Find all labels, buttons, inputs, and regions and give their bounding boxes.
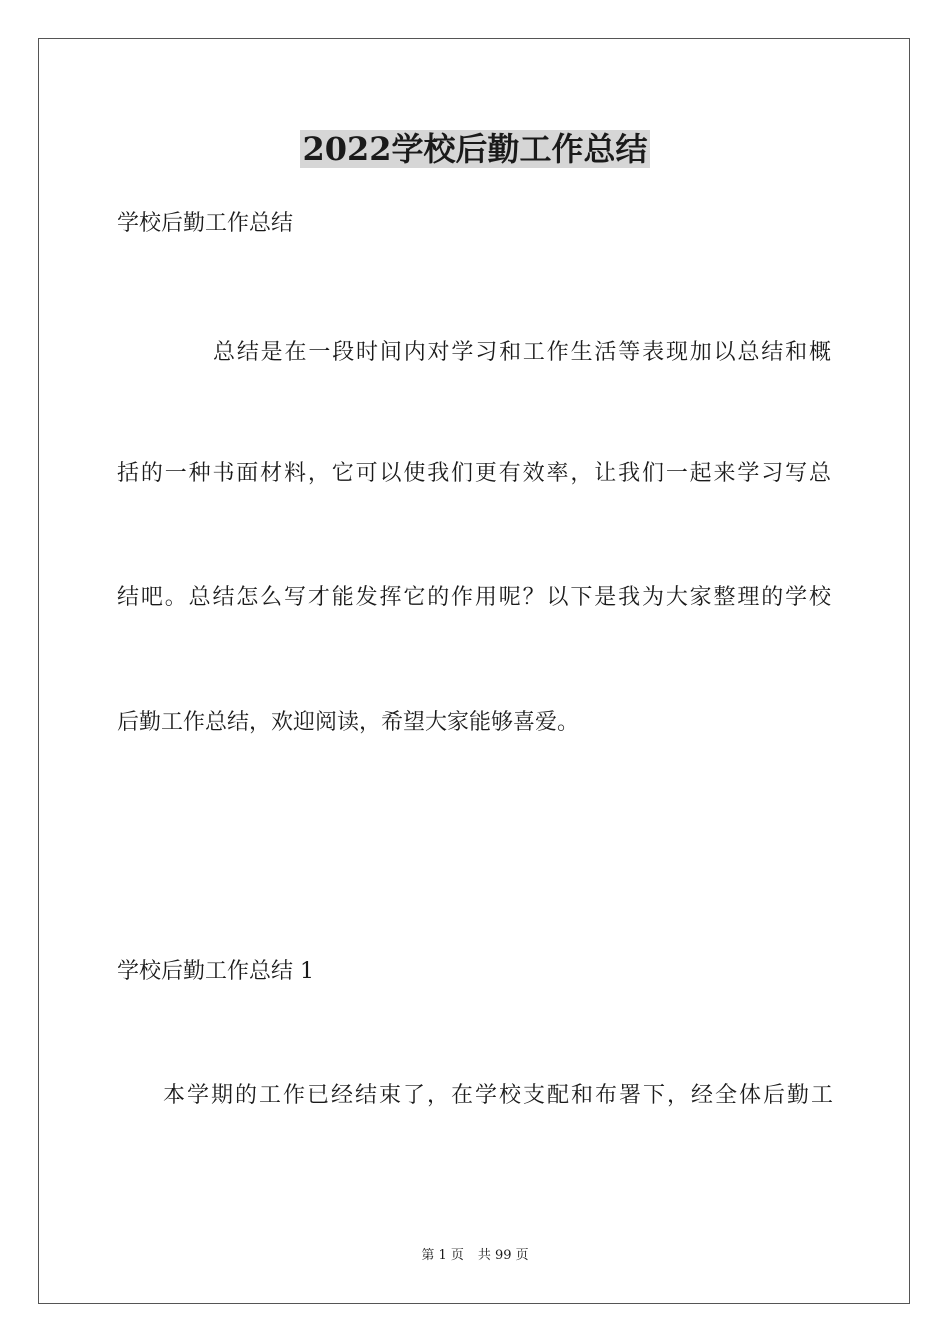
- section-heading: 学校后勤工作总结 1: [117, 959, 314, 984]
- intro-line-1: 总结是在一段时间内对学习和工作生活等表现加以总结和概: [213, 340, 831, 365]
- intro-line-3: 结吧。总结怎么写才能发挥它的作用呢？以下是我为大家整理的学校: [117, 585, 831, 610]
- document-title: [0, 127, 950, 171]
- page-total: 共 99 页: [477, 1248, 529, 1263]
- page-footer: [0, 1247, 950, 1265]
- intro-line-4: 后勤工作总结，欢迎阅读，希望大家能够喜爱。: [117, 710, 580, 735]
- intro-line-2: 括的一种书面材料，它可以使我们更有效率，让我们一起来学习写总: [117, 461, 831, 486]
- document-subtitle: 学校后勤工作总结: [117, 211, 294, 236]
- page-number: 第 1 页: [421, 1248, 464, 1263]
- document-title-text: 2022学校后勤工作总结: [302, 130, 648, 168]
- section-line-1: 本学期的工作已经结束了，在学校支配和布署下，经全体后勤工: [163, 1083, 833, 1108]
